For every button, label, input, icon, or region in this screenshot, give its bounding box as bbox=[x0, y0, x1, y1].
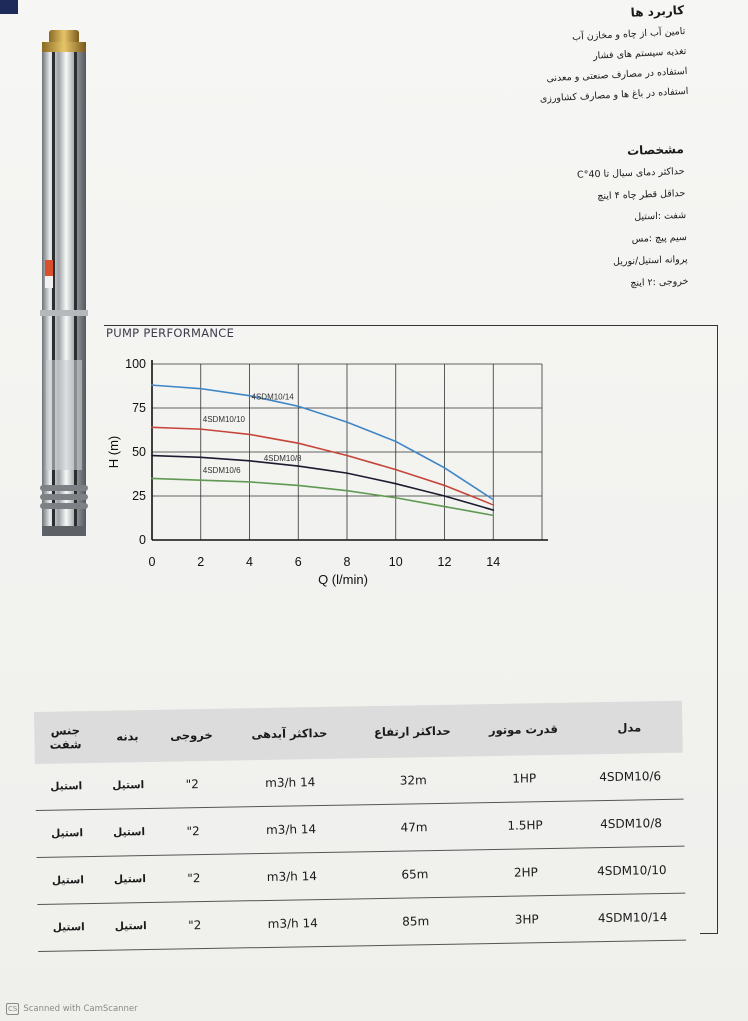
series-point bbox=[200, 479, 202, 481]
application-item: تغذیه سیستم های فشار bbox=[593, 45, 687, 62]
series-point bbox=[151, 426, 153, 428]
series-point bbox=[492, 499, 494, 501]
series-point bbox=[200, 388, 202, 390]
cell-body: استیل bbox=[113, 873, 146, 886]
series-label: 4SDM10/8 bbox=[263, 454, 302, 464]
cell-shaft: استیل bbox=[51, 827, 84, 840]
series-point bbox=[444, 506, 446, 508]
x-tick-label: 0 bbox=[148, 555, 156, 569]
scanner-watermark bbox=[6, 1003, 138, 1015]
series-point bbox=[151, 384, 153, 386]
cell-max-flow: 14 m3/h bbox=[267, 916, 318, 931]
cell-max-flow: 14 m3/h bbox=[266, 869, 318, 884]
series-point bbox=[492, 504, 494, 506]
series-point bbox=[395, 469, 397, 471]
header-max-head: حداکثر ارتفاع bbox=[373, 723, 451, 740]
x-tick-label: 14 bbox=[486, 555, 501, 569]
application-item: استفاده در مصارف صنعتی و معدنی bbox=[546, 65, 688, 85]
header-body: بدنه bbox=[116, 729, 139, 744]
series-line bbox=[152, 456, 493, 511]
header-max-flow: حداکثر آبدهی bbox=[251, 725, 328, 742]
cell-model: 4SDM10/6 bbox=[599, 769, 662, 785]
series-point bbox=[151, 455, 153, 457]
x-axis-label: Q (l/min) bbox=[318, 572, 368, 587]
x-tick-label: 12 bbox=[437, 555, 452, 569]
series-point bbox=[297, 465, 299, 467]
cell-model: 4SDM10/8 bbox=[600, 816, 663, 832]
cell-max-head: 32m bbox=[399, 773, 427, 788]
x-tick-label: 6 bbox=[294, 555, 302, 569]
cell-motor-power: 1.5HP bbox=[507, 818, 543, 833]
specs-table bbox=[34, 701, 686, 952]
pump-illustration bbox=[34, 30, 94, 540]
application-item: استفاده در باغ ها و مصارف کشاورزی bbox=[539, 85, 689, 105]
cell-outlet: 2" bbox=[187, 871, 201, 886]
performance-chart bbox=[100, 350, 560, 610]
series-point bbox=[395, 497, 397, 499]
cell-motor-power: 1HP bbox=[512, 771, 537, 786]
y-tick-label: 75 bbox=[132, 401, 146, 415]
x-tick-label: 4 bbox=[246, 555, 253, 569]
series-point bbox=[395, 483, 397, 485]
spec-item: پروانه استیل/نوریل bbox=[613, 253, 689, 268]
cell-body: استیل bbox=[112, 779, 145, 792]
spec-item: سیم پیچ :مس bbox=[631, 231, 688, 245]
y-tick-label: 100 bbox=[125, 357, 146, 371]
header-motor-power: قدرت موتور bbox=[488, 721, 558, 738]
header-shaft: جنس شفت bbox=[49, 723, 82, 752]
spec-item: خروجی :۲ اینچ bbox=[630, 275, 690, 289]
header-model: مدل bbox=[617, 720, 642, 735]
series-point bbox=[249, 460, 251, 462]
series-point bbox=[151, 478, 153, 480]
table-row bbox=[37, 894, 686, 952]
series-label: 4SDM10/6 bbox=[202, 466, 241, 476]
spec-item: حداقل قطر چاه ۴ اینچ bbox=[597, 187, 686, 203]
application-item: تامین آب از چاه و مخازن آب bbox=[572, 25, 686, 43]
specifications-title: مشخصات bbox=[627, 142, 685, 158]
cell-model: 4SDM10/10 bbox=[597, 862, 667, 879]
cell-body: استیل bbox=[113, 826, 146, 839]
cell-max-flow: 14 m3/h bbox=[265, 822, 317, 837]
camscanner-logo: CS bbox=[8, 1005, 18, 1013]
corner-mark bbox=[0, 0, 18, 14]
series-point bbox=[200, 456, 202, 458]
cell-body: استیل bbox=[114, 920, 147, 933]
chart-title: PUMP PERFORMANCE bbox=[106, 326, 238, 340]
cell-shaft: استیل bbox=[50, 780, 83, 793]
y-tick-label: 0 bbox=[139, 533, 146, 547]
series-point bbox=[249, 434, 251, 436]
y-tick-label: 50 bbox=[132, 445, 146, 459]
applications-title: کاربرد ها bbox=[630, 3, 685, 20]
spec-item: حداکثر دمای سیال تا 40°C bbox=[577, 165, 686, 181]
cell-shaft: استیل bbox=[52, 921, 85, 934]
series-point bbox=[492, 514, 494, 516]
series-point bbox=[297, 405, 299, 407]
series-label: 4SDM10/14 bbox=[251, 392, 294, 402]
cell-shaft: استیل bbox=[51, 874, 84, 887]
series-point bbox=[492, 509, 494, 511]
series-point bbox=[297, 485, 299, 487]
series-point bbox=[444, 485, 446, 487]
cell-max-flow: 14 m3/h bbox=[265, 775, 316, 790]
series-point bbox=[346, 490, 348, 492]
series-point bbox=[444, 495, 446, 497]
x-tick-label: 2 bbox=[197, 555, 205, 569]
cell-max-head: 47m bbox=[400, 820, 428, 835]
series-point bbox=[346, 472, 348, 474]
series-point bbox=[395, 441, 397, 443]
cell-motor-power: 3HP bbox=[514, 912, 539, 927]
cell-motor-power: 2HP bbox=[513, 865, 538, 880]
y-tick-label: 25 bbox=[132, 489, 146, 503]
series-point bbox=[200, 428, 202, 430]
series-point bbox=[444, 467, 446, 469]
cell-outlet: 2" bbox=[185, 777, 199, 792]
series-point bbox=[346, 455, 348, 457]
y-axis-label: H (m) bbox=[106, 435, 121, 469]
specifications-section bbox=[577, 142, 690, 297]
series-label: 4SDM10/10 bbox=[202, 415, 245, 425]
cell-outlet: 2" bbox=[188, 918, 202, 933]
watermark-text: Scanned with CamScanner bbox=[23, 1004, 138, 1014]
applications-section bbox=[535, 3, 689, 110]
series-point bbox=[249, 395, 251, 397]
x-tick-label: 8 bbox=[343, 555, 351, 569]
x-tick-label: 10 bbox=[388, 555, 403, 569]
cell-max-head: 65m bbox=[401, 867, 429, 882]
cell-outlet: 2" bbox=[186, 824, 200, 839]
spec-item: شفت :استیل bbox=[634, 209, 687, 223]
cell-model: 4SDM10/14 bbox=[597, 909, 668, 926]
series-line bbox=[152, 385, 493, 499]
header-outlet: خروجی bbox=[170, 727, 213, 743]
cell-max-head: 85m bbox=[402, 914, 430, 929]
series-point bbox=[297, 442, 299, 444]
series-point bbox=[249, 481, 251, 483]
series-point bbox=[346, 421, 348, 423]
